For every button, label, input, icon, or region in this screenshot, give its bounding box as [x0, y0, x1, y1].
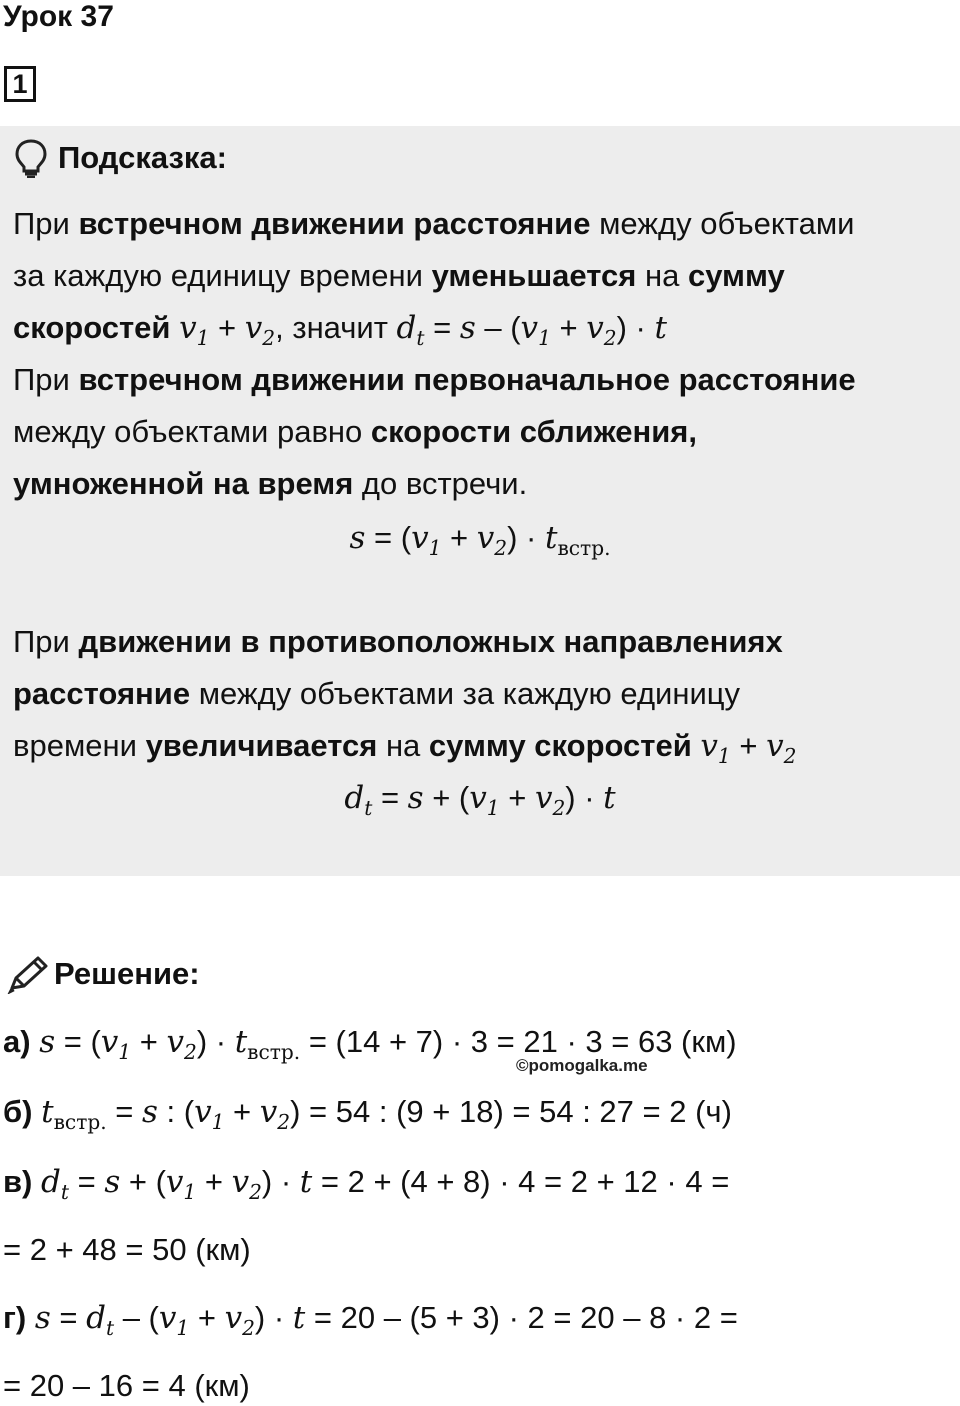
- hint-header: [14, 136, 227, 180]
- solution-label: Решение:: [54, 956, 200, 991]
- solution-header: [6, 952, 200, 996]
- formula-opposite: $d_t = s + (v_1 + v_2) \cdot t$: [344, 780, 616, 821]
- hint-line-6: умноженной на время до встречи.: [13, 466, 528, 501]
- solution-c: в) $d_t = s + (v_1 + v_2) \cdot t = 2 + (4 + 8) \cdot 4 = 2 + 12 \cdot 4$ =: [3, 1164, 730, 1205]
- solution-d-continued: = 20 – 16 = 4 (км): [3, 1368, 250, 1403]
- watermark: ©pomogalka.me: [516, 1056, 648, 1075]
- hint-line-5: между объектами равно скорости сближения,: [13, 414, 697, 449]
- hint-line-4: При встречном движении первоначальное расстояние: [13, 362, 856, 397]
- hint-label: Подсказка:: [58, 140, 227, 175]
- formula-meeting: $s = (v_1 + v_2) \cdot t_{встр.}$: [349, 520, 611, 561]
- solution-b: б) $t_{встр.} = s$ : $(v_1 + v_2) = 54$ : (9 + 18) = 54 : 27 = 2 (ч): [3, 1094, 732, 1135]
- hint-line-9: времени увеличивается на сумму скоростей $v_1 + v_2$: [13, 728, 797, 769]
- solution-d: г) $s = d_t - (v_1 + v_2) \cdot t = 20 - (5 + 3) \cdot 2 = 20 - 8 \cdot 2$ =: [3, 1300, 738, 1341]
- hint-line-3: скоростей $v_1 + v_2$, значит $d_t = s - (v_1 + v_2) \cdot t$: [13, 310, 667, 351]
- hint-line-2: за каждую единицу времени уменьшается на сумму: [13, 258, 785, 293]
- pencil-icon: [6, 954, 50, 994]
- hint-line-7: При движении в противоположных направлениях: [13, 624, 783, 659]
- task-number: 1: [4, 66, 36, 102]
- solution-c-continued: = 2 + 48 = 50 (км): [3, 1232, 251, 1267]
- lightbulb-icon: [14, 138, 48, 178]
- hint-line-8: расстояние между объектами за каждую единицу: [13, 676, 741, 711]
- solution-a: а) $s = (v_1 + v_2) \cdot t_{встр.} = (14 + 7) \cdot 3 = 21 \cdot 3 = 63$ (км): [3, 1024, 737, 1065]
- lesson-title: Урок 37: [3, 0, 114, 33]
- hint-line-1: При встречном движении расстояние между объектами: [13, 206, 855, 241]
